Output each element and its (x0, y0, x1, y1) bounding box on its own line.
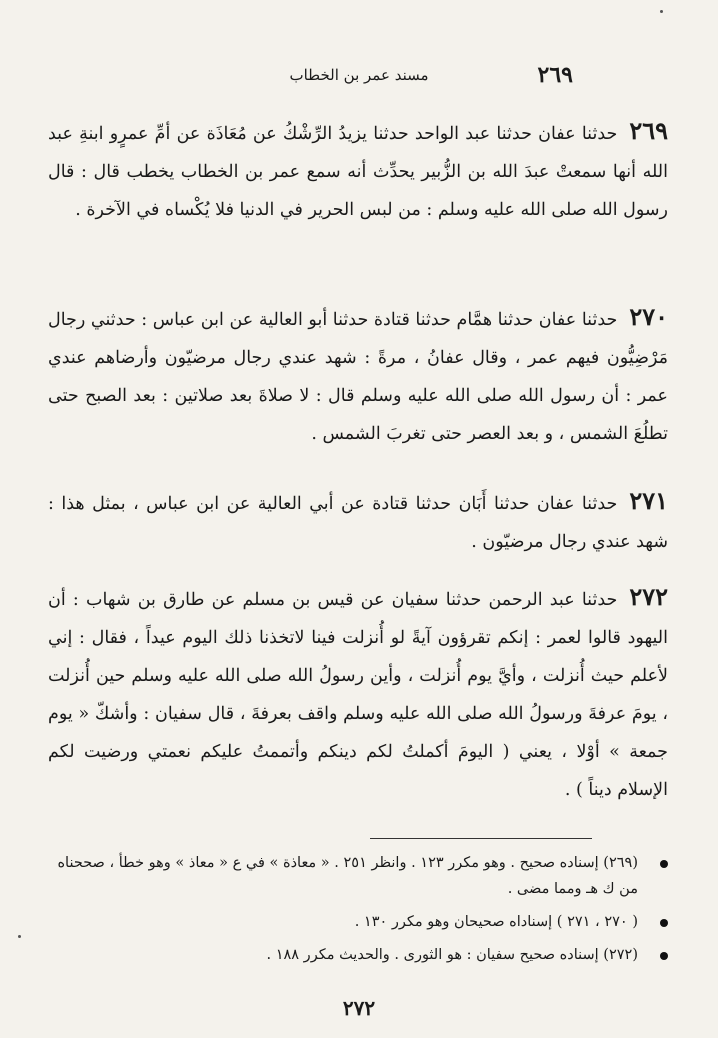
hadith-number: ٢٧٠ (629, 302, 668, 331)
hadith-272 (48, 578, 668, 809)
scan-speck (18, 935, 21, 938)
bullet-icon (660, 860, 668, 868)
footnote-divider (370, 838, 592, 839)
hadith-number: ٢٦٩ (629, 116, 668, 145)
hadith-269 (48, 112, 668, 229)
hadith-270 (48, 298, 668, 453)
bullet-icon (660, 919, 668, 927)
running-title: مسند عمر بن الخطاب (289, 66, 429, 84)
footer-page-number: ٢٧٢ (342, 996, 376, 1020)
header-page-number: ٢٦٩ (537, 62, 573, 88)
footnote (48, 942, 668, 968)
footnote-text: (٢٧٢) إسناده صحيح سفيان : هو الثورى . والحديث مكرر ١٨٨ . (266, 947, 638, 963)
footnote (48, 850, 668, 902)
footnote-text: (٢٦٩) إسناده صحيح . وهو مكرر ١٢٣ . وانظر ٢٥١ . « معاذة » في ع « معاذ » وهو خطأ ، صححناه من ك هـ ومما مضى . (57, 855, 638, 897)
page-header (40, 62, 678, 92)
hadith-271 (48, 482, 668, 561)
hadith-text: حدثنا عبد الرحمن حدثنا سفيان عن قيس بن مسلم عن طارق بن شهاب : أن اليهود قالوا لعمر : إنكم تقرؤون آيةً لو أُنزلت فينا لاتخذنا ذلك اليوم عيداً ، فقال : إني لأعلم حيث أُنزلت ، وأيَّ يوم أُنزلت ، وأين رسولُ الله صلى الله عليه وسلم حين أُنزلت ، يومَ عرفةَ ورسولُ الله صلى الله عليه وسلم واقف بعرفةَ ، قال سفيان : وأشكّ « يوم جمعة » أوْلا ، يعني ( اليومَ أكملتُ لكم دينكم وأتممتُ عليكم نعمتي ورضيت لكم الإسلام ديناً ) . (48, 590, 668, 800)
scan-speck (660, 10, 663, 13)
hadith-text: حدثنا عفان حدثنا همَّام حدثنا قتادة حدثنا أبو العالية عن ابن عباس : حدثني رجال مَرْضِيُّون فيهم عمر ، وقال عفانُ ، مرةً : شهد عندي رجال مرضيّون وأرضاهم عندي عمر : أن رسول الله صلى الله عليه وسلم قال : لا صلاةَ بعد صلاتين : بعد الصبح حتى تطلُعَ الشمس ، و بعد العصر حتى تغربَ الشمس . (48, 310, 668, 444)
bullet-icon (660, 952, 668, 960)
hadith-number: ٢٧١ (629, 486, 668, 515)
hadith-text: حدثنا عفان حدثنا عبد الواحد حدثنا يزيدُ الرِّشْكُ عن مُعَاذَة عن أمِّ عمرٍو ابنةِ عبد الله أنها سمعتْ عبدَ الله بن الزُّبير يحدِّث أنه سمع عمر بن الخطاب يخطب قال : قال رسول الله صلى الله عليه وسلم : من لبس الحرير في الدنيا فلا يُكْساه في الآخرة . (48, 124, 668, 220)
hadith-number: ٢٧٢ (629, 582, 668, 611)
footnote (48, 909, 668, 935)
hadith-text: حدثنا عفان حدثنا أَبَان حدثنا قتادة عن أبي العالية عن ابن عباس ، بمثل هذا : شهد عندي رجال مرضيّون . (48, 494, 668, 552)
footnote-text: ( ٢٧٠ ، ٢٧١ ) إسناداه صحيحان وهو مكرر ١٣٠ . (354, 914, 638, 930)
footnotes (48, 850, 668, 975)
